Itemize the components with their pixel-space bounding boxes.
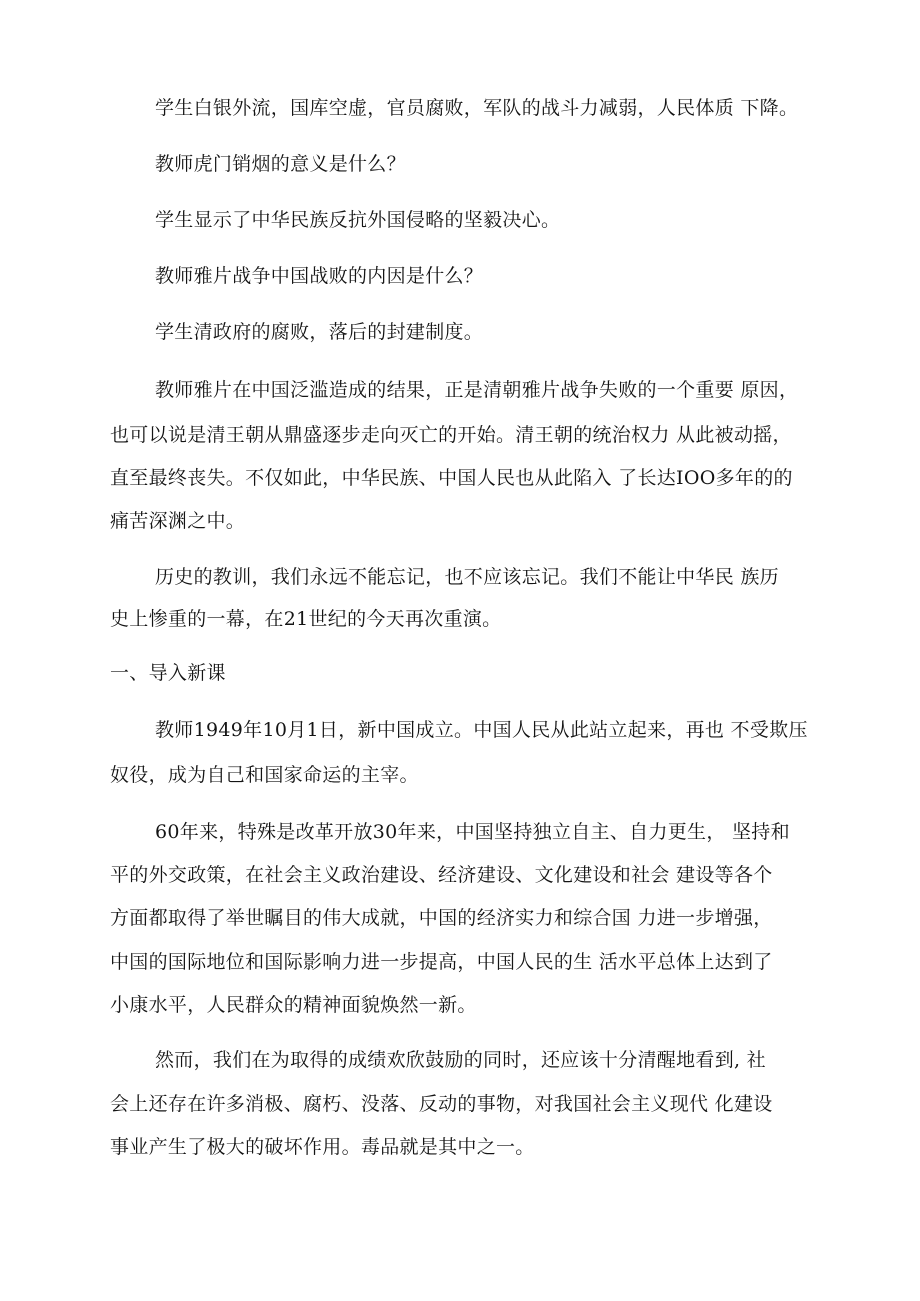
line-18: 中国的国际地位和国际影响力进一步提高，中国人民的生 活水平总体上达到了 (110, 951, 773, 973)
line-22: 事业产生了极大的破坏作用。毒品就是其中之一。 (110, 1136, 535, 1158)
line-17: 方面都取得了举世瞩目的伟大成就，中国的经济实力和综合国 力进一步增强， (110, 907, 773, 929)
line-5: 学生清政府的腐败，落后的封建制度。 (155, 321, 484, 343)
line-2: 教师虎门销烟的意义是什么？ (155, 153, 406, 175)
line-11: 史上惨重的一幕，在21世纪的今天再次重演。 (110, 608, 502, 630)
line-8: 直至最终丧失。不仅如此，中华民族、中国人民也从此陷入 了长达IOO多年的的 (110, 467, 793, 489)
line-15: 60年来，特殊是改革开放30年来，中国坚持独立自主、自力更生， 坚持和 (155, 821, 790, 843)
line-7: 也可以说是清王朝从鼎盛逐步走向灭亡的开始。清王朝的统治权力 从此被动摇， (110, 424, 792, 446)
line-21: 会上还存在许多消极、腐朽、没落、反动的事物，对我国社会主义现代 化建设 (110, 1093, 773, 1115)
line-9: 痛苦深渊之中。 (110, 510, 246, 532)
line-19: 小康水平，人民群众的精神面貌焕然一新。 (110, 994, 477, 1016)
section-heading: 一、导入新课 (110, 662, 226, 684)
line-14: 奴役，成为自己和国家命运的主宰。 (110, 764, 419, 786)
line-6: 教师雅片在中国泛滥造成的结果，正是清朝雅片战争失败的一个重要 原因， (155, 379, 799, 401)
line-3: 学生显示了中华民族反抗外国侵略的坚毅决心。 (155, 209, 561, 231)
line-16: 平的外交政策，在社会主义政治建设、经济建设、文化建设和社会 建设等各个 (110, 864, 773, 886)
line-13: 教师1949年10月1日，新中国成立。中国人民从此站立起来，再也 不受欺压 (155, 719, 808, 741)
line-20: 然而，我们在为取得的成绩欢欣鼓励的同时，还应该十分清醒地看到, 社 (155, 1049, 766, 1071)
line-10: 历史的教训，我们永远不能忘记，也不应该忘记。我们不能让中华民 族历 (155, 566, 779, 588)
line-4: 教师雅片战争中国战败的内因是什么？ (155, 265, 484, 287)
line-1: 学生白银外流，国库空虚，官员腐败，军队的战斗力减弱，人民体质 下降。 (155, 97, 799, 119)
